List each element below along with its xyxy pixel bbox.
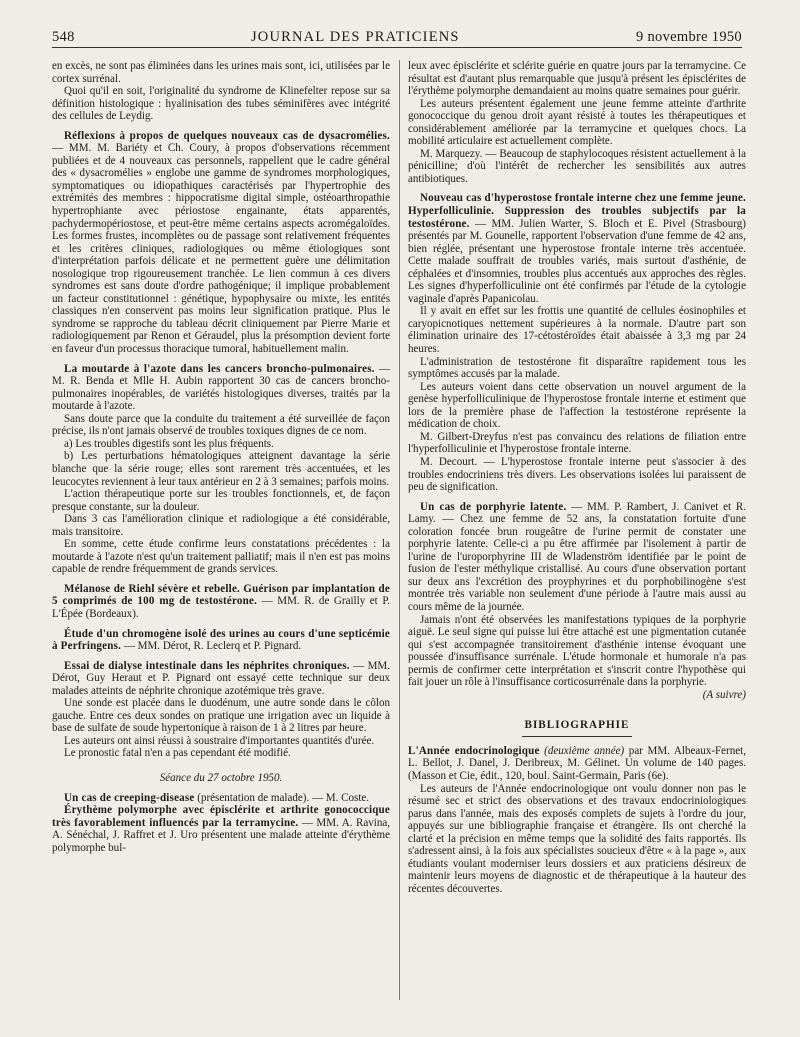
page-header — [52, 22, 742, 46]
paragraph: Une sonde est placée dans le duodénum, une autre sonde dans le côlon gauche. Entre ces deux sondes on pratique une irrigation avec un liquide à base de sulfate de soude hypertonique à raison de 1 à 2 litres par heure. — [52, 697, 390, 735]
paragraph: M. Gilbert-Dreyfus n'est pas convaincu des relations de filiation entre l'hyperfolliculinie et l'hyperostose frontale interne. — [408, 430, 746, 456]
paragraph: Le pronostic fatal n'en a pas cependant été modifié. — [64, 747, 291, 760]
paragraph: En somme, cette étude confirme leurs constatations précédentes : la moutarde à l'azote n'est qu'un traitement palliatif; mais il n'en est pas moins capable de rendre fréquemment de grands services. — [52, 538, 390, 576]
list-item: b) Les perturbations hématologiques atteignent davantage la série blanche que la série rouge; elles sont rarement très accentuées, et les leucocytes reviennent à leur taux antérieur en 2 à 3 semaines; parfois moins. — [52, 450, 390, 488]
paragraph: Les auteurs présentent également une jeune femme atteinte d'arthrite gonococcique du genou droit ayant résisté à toutes les thérapeutiques et considérablement améliorée par la terramycine et quelques chocs. La mobilité articulaire est actuellement complète. — [408, 97, 746, 148]
article-authors: — M. R. Benda et Mlle H. Aubin — [52, 362, 390, 388]
article-authors: — MM. A. Ravina, A. Sénéchal, J. Raffret et J. Uro — [52, 816, 391, 842]
left-column — [52, 60, 390, 854]
article-creeping — [52, 792, 390, 805]
seance-heading: Séance du 27 octobre 1950. — [159, 771, 283, 784]
article-moutarde — [52, 363, 390, 413]
article-text: présentent une malade atteinte d'érythème polymorphe bul- — [52, 829, 390, 854]
article-title: La moutarde à l'azote dans les cancers broncho-pulmonaires. — [64, 362, 375, 375]
paragraph: Quoi qu'il en soit, l'originalité du syndrome de Klinefelter repose sur sa définition histologique : hyalinisation des tubes séminifères avec intégrité des cellules de Leydig. — [52, 85, 390, 123]
column-divider — [399, 60, 400, 1000]
book-details: par MM. Albeaux-Fernet, L. Bellot, J. Danel, J. Deribreux, M. Gélinet. Un volume de 140 pages. (Masson et Cie, édit., 120, boul. Saint-Germain, Paris (6e). — [408, 744, 746, 782]
article-authors: — MM. M. Bariéty et Ch. Coury, — [52, 142, 225, 155]
page-number: 548 — [52, 29, 75, 45]
article-title: Nouveau cas d'hyperostose frontale interne chez une femme jeune. Hyperfolliculinie. Suppression des troubles subjectifs par la testostérone. — [408, 192, 746, 230]
article-dialyse — [52, 660, 390, 698]
article-text: à propos d'observations récemment publiées et de 4 nouveaux cas personnels, rappellent que le cadre général des « dysacromélies » englobe une gamme de syndromes morphologiques, symptomatiques ou idiopathiques caractérisés par l'hypertrophie des extrémités des membres : hippocratisme digital simple, ostéoarthropathie hypertrophiante avec périostose engainante, états apparentés, pachydermopériostose, et peut-être même certains aspects acromégaloïdes. Les formes frustes, incomplètes ou de passage sont relativement fréquentes et les critères cliniques, radiologiques ou même étiologiques sont d'interprétation parfois délicate et ne permettent guère une délimitation nosologique trop rigoureusement tranchée. Le lien commun à ces divers syndromes est sans doute d'ordre pathogénique; il implique probablement un facteur constitutionnel : génétique, hypophysaire ou mixte, les entités classiques n'en conservent pas moins leur signification pratique. Plus le syndrome se rapproche du tableau décrit cliniquement par Pierre Marie et radiologiquement par Renon et Géraudel, plus la présomption devient forte en faveur d'un processus thoracique tumoral, habituellement malin. — [52, 142, 391, 356]
bibliographie-heading: BIBLIOGRAPHIE — [524, 719, 630, 732]
bibliographie-rule — [522, 736, 632, 737]
article-title: Mélanose de Riehl sévère et rebelle. Guérison par implantation de 5 comprimés de 100 mg de testostérone. — [52, 582, 390, 608]
book-entry — [408, 745, 746, 783]
paragraph: M. Decourt. — L'hyperostose frontale interne peut s'associer à des troubles endocriniens très divers. Les observations isolées lui paraissent de peu de signification. — [408, 455, 746, 494]
paragraph: Les auteurs de l'Année endocrinologique ont voulu donner non pas le résumé sec et strict des observations et des travaux endocriniologiques parus dans l'année, mais des exposés complets de sujets à l'ordre du jour, appuyés sur une bibliographie française et étrangère. Ils ont cherché la clarté et la précision en même temps que la solidité des faits rapportés. Ils s'adressent ainsi, à la fois aux spécialistes soucieux d'être « à la page », aux étudiants voulant moderniser leurs dossiers et aux praticiens désireux de maintenir leurs moyens de diagnostic et de thérapeutique à la hauteur des récentes découvertes. — [408, 782, 746, 895]
article-title: Un cas de creeping-disease — [64, 791, 195, 804]
article-authors: — MM. Dérot, R. Leclerq et P. Pignard. — [121, 640, 302, 653]
article-title: Étude d'un chromogène isolé des urines au cours d'une septicémie à Perfringens. — [52, 627, 390, 653]
issue-date: 9 novembre 1950 — [636, 29, 742, 45]
article-text: — Chez une femme de 52 ans, la constatation fortuite d'une coloration foncée brun rougeâtre de l'urine permit de constater une porphyrie latente. Celle-ci a pu être affirmée par l'isolement à partir de l'urine de l'uroporphyrine III de Wladenström identifiée par le point de fusion de l'ester méthylique cristallisé. Au cours d'une observation portant sur deux ans l'excrétion des proyphyrines et du porphobilinogène s'est montrée très variable non seulement d'une période à l'autre mais aussi au cours même de la journée. — [408, 513, 746, 613]
header-rule — [52, 47, 742, 48]
article-erytheme — [52, 804, 390, 854]
article-hyperostose — [408, 192, 746, 305]
list-item: a) Les troubles digestifs sont les plus fréquents. — [64, 437, 274, 450]
article-title: Un cas de porphyrie latente. — [420, 500, 567, 513]
book-edition: (deuxième année) — [539, 744, 629, 757]
article-authors: — MM. Julien Warter, S. Bloch et E. Pivel (Strasbourg) — [469, 217, 746, 230]
paragraph: Jamais n'ont été observées les manifestations typiques de la porphyrie aiguë. Le seul signe qui puisse lui être attaché est une pigmentation cutanée qui s'est accompagnée transitoirement d'asthénie intense évoquant une poussée d'insuffisance surrénale. L'étude hormonale et humorale n'a pas permis de confirmer cette interprétation et s'inscrit contre l'hypothèse qui fait jouer un rôle à l'insuffisance corticosurrénale dans la porphyrie. — [408, 613, 746, 689]
article-authors: — MM. R. de Grailly et P. L'Épée (Bordeaux). — [52, 595, 391, 620]
article-authors: — MM. P. Rambert, J. Canivet et R. Lamy. — [408, 500, 746, 526]
book-title: L'Année endocrinologique — [408, 744, 540, 757]
paragraph: M. Marquezy. — Beaucoup de staphylocoques résistent actuellement à la pénicilline; d'où l'intérêt de rechercher les sensibilités aux autres antibiotiques. — [408, 147, 746, 185]
paragraph: L'administration de testostérone fit disparaître rapidement tous les symptômes accusés par la malade. — [408, 355, 746, 381]
paragraph: en excès, ne sont pas éliminées dans les urines mais sont, ici, utilisées par le cortex surrénal. — [52, 60, 390, 85]
article-chromogene — [52, 628, 390, 653]
article-text: présentés par M. Gounelle, rapportent l'observation d'une femme de 42 ans, bien réglée, présentant une hyperostose frontale interne très accentuée. Cette malade souffrait de troubles variés, mais surtout d'asthénie, de céphalées et d'insomnies, troubles plus accentués aux approches des règles. Les signes d'hyperfolliculinie ont été confirmés par l'étude de la cytologie vaginale d'après Papanicolau. — [408, 230, 746, 305]
right-column — [408, 60, 746, 895]
paragraph: Dans 3 cas l'amélioration clinique et radiologique a été considérable, mais transitoire. — [52, 513, 390, 538]
paragraph: L'action thérapeutique porte sur les troubles fonctionnels, et, de façon presque constante, sur la douleur. — [52, 488, 390, 513]
article-title: Essai de dialyse intestinale dans les néphrites chroniques. — [64, 659, 350, 672]
article-text: (présentation de malade). — M. Coste. — [194, 791, 370, 804]
article-porphyrie — [408, 501, 746, 614]
article-text: ont essayé cette technique sur deux malades atteints de néphrite chronique azotémique très grave. — [52, 672, 390, 697]
article-authors: — MM. Dérot, Guy Heraut et P. Pignard — [52, 659, 390, 685]
a-suivre: (A suivre) — [702, 688, 746, 701]
article-dysacromelies — [52, 130, 390, 356]
article-text: rapportent 30 cas de cancers broncho-pulmonaires inopérables, de variétés histologiques diverses, traités par la moutarde à l'azote. — [52, 375, 390, 413]
paragraph: Sans doute parce que la conduite du traitement a été surveillée de façon précise, ils n'ont jamais observé de troubles toxiques dignes de ce nom. — [52, 412, 390, 438]
paragraph: Les auteurs ont ainsi réussi à soustraire d'importantes quantités d'urée. — [64, 734, 375, 747]
paragraph: Les auteurs voient dans cette observation un nouvel argument de la genèse hyperfolliculinique de l'hyperostose frontale interne et estiment que lors de la première phase de l'affection la testostérone représente la médication de choix. — [408, 380, 746, 431]
article-title: Réflexions à propos de quelques nouveaux cas de dysacromélies. — [64, 129, 390, 142]
article-title: Érythème polymorphe avec épisclérite et arthrite gonococcique très favorablement influencés par la terramycine. — [52, 804, 390, 829]
journal-title: JOURNAL DES PRATICIENS — [250, 29, 460, 45]
paragraph: Il y avait en effet sur les frottis une quantité de cellules éosinophiles et caryopicnotiques nettement supérieures à la normale. D'autre part son élimination urinaire des 17-cétostéroïdes était abaissée à 3,3 mg par 24 heures. — [408, 305, 746, 356]
article-melanose — [52, 583, 390, 621]
paragraph: leux avec épisclérite et sclérite guérie en quatre jours par la terramycine. Ce résultat est d'autant plus remarquable que jusqu'à présent les épisclérites de l'érythème polymorphe demandaient au moins quatre semaines pour guérir. — [408, 60, 746, 98]
